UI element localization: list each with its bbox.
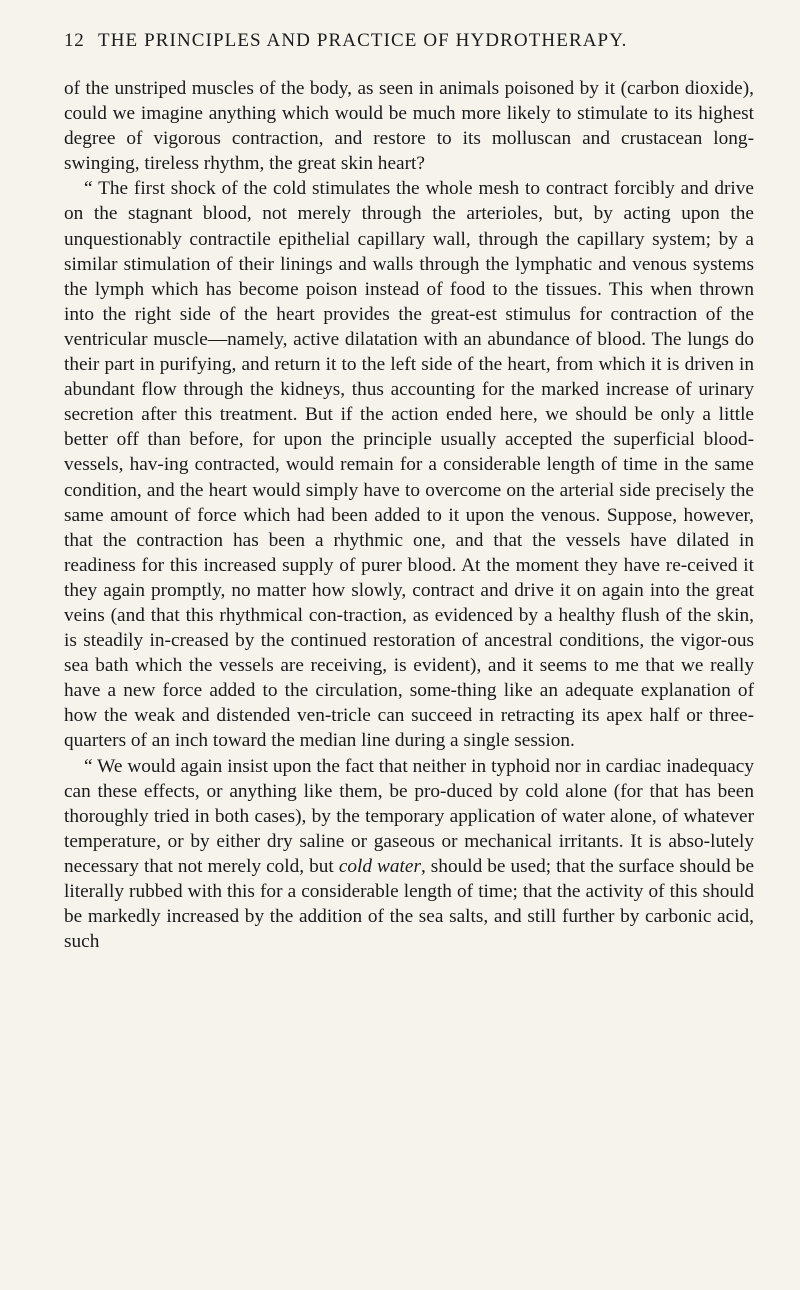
running-title: THE PRINCIPLES AND PRACTICE OF HYDROTHERAPY.: [98, 30, 628, 51]
paragraph-quote-we-would-insist: [64, 754, 754, 955]
paragraph-text-before-emphasis: “ We would again insist upon the fact that neither in typhoid nor in cardiac inadequacy can these effects, or anything like them, be pro-duced by cold alone (for that has been thoroughly tried in both cases), by the temporary application of water alone, of whatever temperature, or by either dry saline or gaseous or mechanical irritants. It is abso-lutely necessary that not merely cold, but: [64, 755, 754, 877]
running-header: [64, 30, 754, 52]
paragraph-text-after-emphasis: , should be used; that the surface should be literally rubbed with this for a considerable length of time; that the activity of this should be markedly increased by the addition of the sea salts, and still further by carbonic acid, such: [64, 855, 755, 953]
page-number: 12: [64, 30, 85, 51]
body-text: [64, 76, 754, 954]
emphasis-cold-water: cold water: [338, 855, 421, 877]
document-page: [64, 30, 754, 954]
paragraph-quote-first-shock: “ The first shock of the cold stimulates the whole mesh to contract forcibly and drive on the stagnant blood, not merely through the arterioles, but, by acting upon the unquestionably contractile epithelial capillary wall, through the capillary system; by a similar stimulation of their linings and walls through the lymphatic and venous systems the lymph which has become poison instead of food to the tissues. This when thrown into the right side of the heart provides the great-est stimulus for contraction of the ventricular muscle—namely, active dilatation with an abundance of blood. The lungs do their part in purifying, and return it to the left side of the heart, from which it is driven in abundant flow through the kidneys, thus accounting for the marked increase of urinary secretion after this treatment. But if the action ended here, we should be only a little better off than before, for upon the principle usually accepted the superficial blood-vessels, hav-ing contracted, would remain for a considerable length of time in the same condition, and the heart would simply have to overcome on the arterial side precisely the same amount of force which had been added to it upon the venous. Suppose, however, that the contraction has been a rhythmic one, and that the vessels have dilated in readiness for this increased supply of purer blood. At the moment they have re-ceived it they again promptly, no matter how slowly, contract and drive it on again into the great veins (and that this rhythmical con-traction, as evidenced by a healthy flush of the skin, is steadily in-creased by the continued restoration of ancestral conditions, the vigor-ous sea bath which the vessels are receiving, is evident), and it seems to me that we really have a new force added to the circulation, some-thing like an adequate explanation of how the weak and distended ven-tricle can succeed in retracting its apex half or three-quarters of an inch toward the median line during a single session.: [64, 178, 754, 752]
paragraph-continuation: of the unstriped muscles of the body, as seen in animals poisoned by it (carbon dioxide), could we imagine anything which would be much more likely to stimulate to its highest degree of vigorous contraction, and restore to its molluscan and crustacean long-swinging, tireless rhythm, the great skin heart?: [64, 78, 754, 175]
